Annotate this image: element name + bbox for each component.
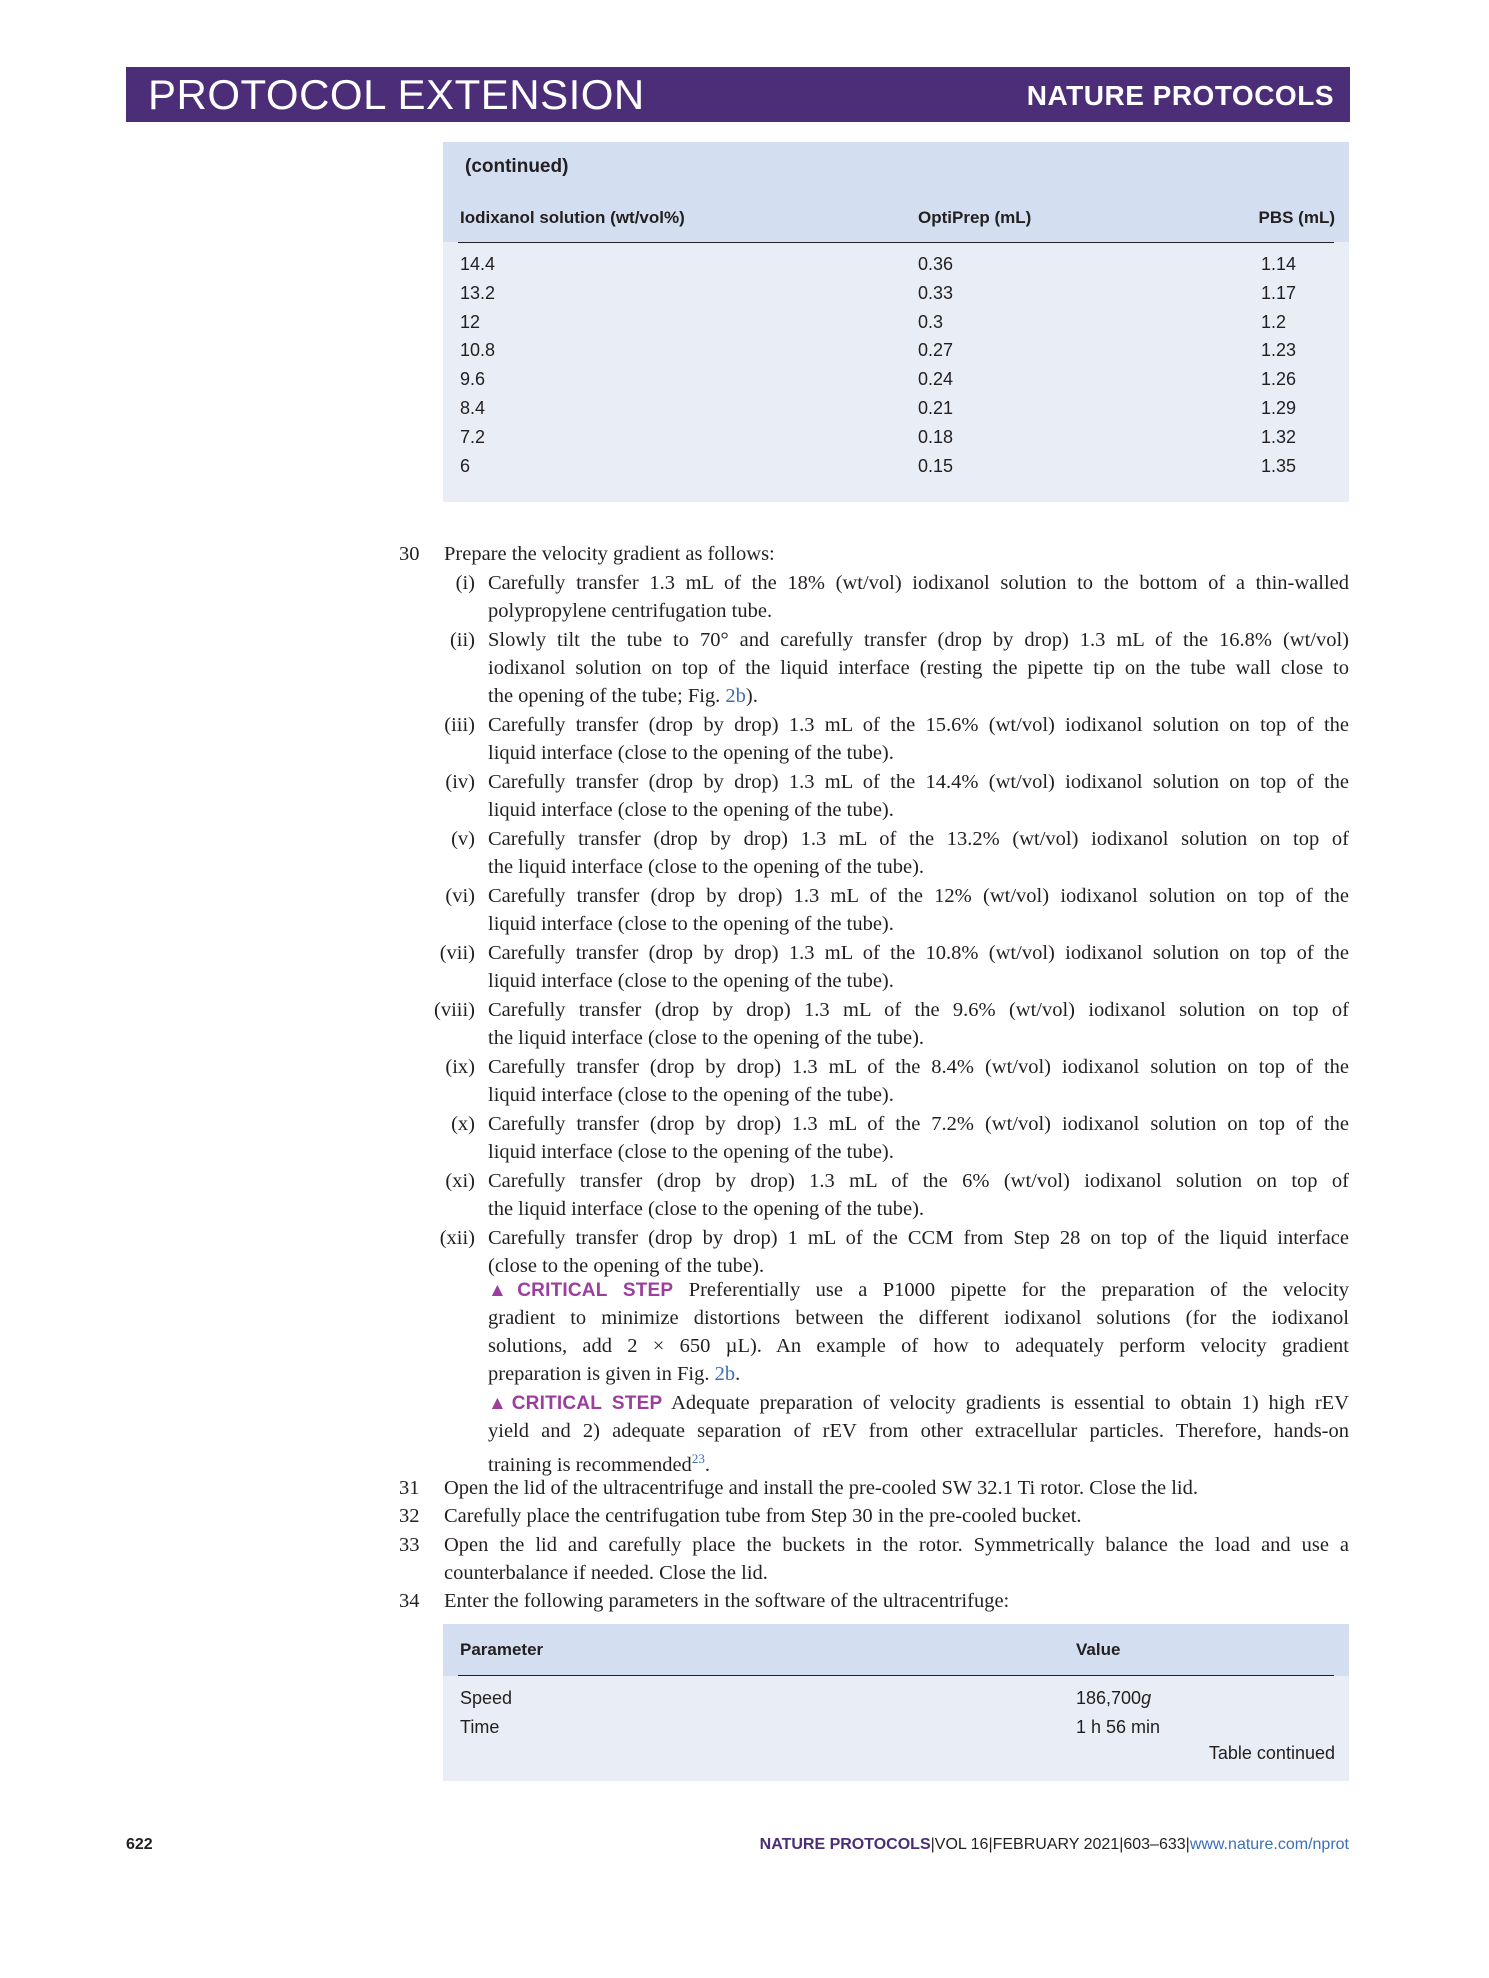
critical-step-text: . — [735, 1363, 741, 1385]
substep-label: (iii) — [444, 713, 475, 736]
table-cell: 1.17 — [1261, 282, 1297, 303]
table-cell: 12 — [460, 311, 481, 332]
cell-value: 1 h 56 min — [1076, 1716, 1161, 1737]
substep-label: (ix) — [445, 1055, 475, 1078]
critical-step-line — [488, 1360, 740, 1388]
step-text: Prepare the velocity gradient as follows: — [444, 543, 775, 565]
substep-text: liquid interface (close to the opening of the tube). — [488, 1084, 894, 1107]
table-cell: 0.27 — [918, 340, 954, 361]
substep-text — [488, 682, 758, 710]
step-text: Carefully place the centrifugation tube from Step 30 in the pre-cooled bucket. — [444, 1505, 1082, 1528]
reference-link[interactable]: 23 — [691, 1451, 705, 1466]
substep-text: the liquid interface (close to the opening of the tube). — [488, 1198, 925, 1221]
substep-text: liquid interface (close to the opening of the tube). — [488, 742, 894, 765]
table-cell: Time — [460, 1716, 500, 1737]
table-cell: 0.36 — [918, 254, 954, 274]
table-cell: 1.2 — [1261, 311, 1287, 332]
critical-step-label: ▲CRITICAL STEP — [488, 1280, 674, 1301]
critical-step-text: Preferentially use a P1000 pipette for the preparation of the velocity — [688, 1279, 1349, 1301]
table-cell: 13.2 — [460, 282, 496, 303]
table-cell — [1076, 1688, 1151, 1709]
footer-separator: | — [930, 1836, 935, 1853]
critical-step-line: solutions, add 2 × 650 µL). An example of how to adequately perform velocity gradient — [488, 1335, 1349, 1357]
footer-url[interactable]: www.nature.com/nprot — [1189, 1836, 1349, 1853]
substep-text: the liquid interface (close to the opening of the tube). — [488, 1027, 925, 1050]
footer-separator: | — [988, 1836, 993, 1853]
substep-label: (vii) — [439, 941, 475, 964]
table-cell: 1.32 — [1261, 426, 1297, 447]
step-number: 34 — [399, 1590, 420, 1613]
footer-date: FEBRUARY 2021 — [992, 1836, 1120, 1853]
critical-step-line: gradient to minimize distortions between the different iodixanol solutions (for the iodixanol — [488, 1307, 1349, 1329]
substep-text: the liquid interface (close to the opening of the tube). — [488, 856, 925, 879]
critical-step-text: preparation is given in Fig. — [488, 1363, 715, 1385]
table-cell: 0.15 — [918, 455, 954, 476]
critical-step-line — [488, 1276, 1349, 1305]
step-text: Open the lid of the ultracentrifuge and install the pre-cooled SW 32.1 Ti rotor. Close the lid. — [444, 1477, 1198, 1499]
figure-link[interactable]: 2b — [725, 685, 746, 708]
table-rule — [458, 1675, 1334, 1676]
substep-label: (iv) — [445, 770, 475, 793]
table-cell: 1.26 — [1261, 369, 1297, 390]
parameter-table — [443, 1624, 1349, 1781]
table-cell: 6 — [460, 455, 471, 476]
substep-text: Carefully transfer (drop by drop) 1.3 mL of the 6% (wt/vol) iodixanol solution on top of — [488, 1169, 1349, 1192]
table-cell: 10.8 — [460, 340, 496, 361]
critical-step-line — [488, 1389, 1349, 1418]
step-text: Enter the following parameters in the software of the ultracentrifuge: — [444, 1590, 1010, 1613]
substep-text: polypropylene centrifugation tube. — [488, 599, 773, 622]
cell-value: 186,700 — [1076, 1688, 1142, 1708]
table-continued-label: (continued) — [465, 156, 569, 177]
critical-step-label: ▲CRITICAL STEP — [488, 1393, 663, 1414]
substep-text: liquid interface (close to the opening of the tube). — [488, 970, 894, 993]
table-cell: 1.23 — [1261, 340, 1297, 361]
substep-label: (ii) — [449, 628, 475, 651]
column-header: Iodixanol solution (wt/vol%) — [460, 208, 685, 227]
table-cell: 9.6 — [460, 369, 486, 390]
page-number: 622 — [126, 1836, 153, 1853]
substep-label: (vi) — [445, 884, 475, 907]
table-continued-note: Table continued — [1208, 1743, 1335, 1763]
critical-step-text: training is recommended — [488, 1453, 692, 1476]
substep-text: liquid interface (close to the opening of the tube). — [488, 799, 894, 822]
table-cell: 1.35 — [1261, 455, 1297, 476]
substep-text: liquid interface (close to the opening of the tube). — [488, 913, 894, 936]
table-cell: 0.21 — [918, 398, 954, 418]
table-cell: 0.18 — [918, 426, 954, 447]
column-header: Parameter — [460, 1640, 544, 1659]
footer-citation — [760, 1836, 1349, 1854]
table-cell: 0.24 — [918, 369, 954, 390]
iodixanol-table — [443, 142, 1349, 502]
journal-title: NATURE PROTOCOLS — [1026, 80, 1334, 111]
column-header: PBS (mL) — [1258, 208, 1335, 227]
footer-journal: NATURE PROTOCOLS — [759, 1836, 931, 1853]
column-header: Value — [1076, 1640, 1121, 1659]
substep-text: Carefully transfer (drop by drop) 1.3 mL of the 15.6% (wt/vol) iodixanol solution on top of the — [488, 713, 1349, 736]
table-cell: 7.2 — [460, 426, 486, 447]
footer-volume: VOL 16 — [934, 1836, 989, 1853]
substep-label: (xi) — [445, 1169, 475, 1192]
substep-label: (viii) — [434, 998, 475, 1021]
substep-text: Carefully transfer (drop by drop) 1.3 mL of the 7.2% (wt/vol) iodixanol solution on top of the — [488, 1112, 1349, 1135]
step-text: Open the lid and carefully place the buckets in the rotor. Symmetrically balance the load and use a — [444, 1533, 1349, 1556]
section-title: PROTOCOL EXTENSION — [148, 71, 645, 118]
footer-separator: | — [1185, 1836, 1190, 1853]
substep-text: Carefully transfer (drop by drop) 1.3 mL of the 14.4% (wt/vol) iodixanol solution on top of the — [488, 770, 1349, 793]
substep-label: (xii) — [439, 1226, 475, 1249]
substep-label: (v) — [451, 827, 475, 850]
substep-text: Carefully transfer (drop by drop) 1.3 mL of the 12% (wt/vol) iodixanol solution on top of the — [488, 884, 1349, 907]
substep-text: liquid interface (close to the opening of the tube). — [488, 1141, 894, 1164]
step-number: 33 — [399, 1533, 420, 1556]
table-cell: 1.14 — [1261, 254, 1297, 274]
table-cell — [1076, 1717, 1160, 1738]
substep-text: Carefully transfer (drop by drop) 1.3 mL of the 10.8% (wt/vol) iodixanol solution on top of the — [488, 941, 1349, 964]
substep-text: Carefully transfer (drop by drop) 1.3 mL of the 13.2% (wt/vol) iodixanol solution on top of — [488, 827, 1349, 850]
step-number: 32 — [399, 1505, 420, 1528]
table-cell: 0.33 — [918, 282, 954, 303]
table-cell: 8.4 — [460, 398, 486, 418]
substep-text: Slowly tilt the tube to 70° and carefully transfer (drop by drop) 1.3 mL of the 16.8% (wt/vol) — [488, 628, 1349, 651]
table-cell: Speed — [460, 1688, 513, 1708]
substep-text-part: the opening of the tube; Fig. — [488, 685, 726, 708]
cell-unit: g — [1141, 1688, 1152, 1708]
footer-separator: | — [1119, 1836, 1124, 1853]
footer-pages: 603–633 — [1123, 1836, 1186, 1853]
substep-text: Carefully transfer 1.3 mL of the 18% (wt/vol) iodixanol solution to the bottom of a thin-walled — [488, 571, 1349, 594]
table-header — [443, 1624, 1349, 1676]
table-cell: 1.29 — [1261, 398, 1297, 418]
substep-label: (x) — [451, 1112, 475, 1135]
table-rule — [458, 242, 1334, 243]
column-header: OptiPrep (mL) — [918, 208, 1032, 227]
substep-text: iodixanol solution on top of the liquid interface (resting the pipette tip on the tube wall close to — [488, 656, 1349, 679]
substep-text: (close to the opening of the tube). — [488, 1255, 765, 1278]
step-number: 31 — [399, 1477, 420, 1499]
substep-text: Carefully transfer (drop by drop) 1 mL of the CCM from Step 28 on top of the liquid interface — [488, 1226, 1349, 1249]
table-cell: 0.3 — [918, 311, 944, 332]
step-text: counterbalance if needed. Close the lid. — [444, 1561, 768, 1584]
critical-step-line: yield and 2) adequate separation of rEV from other extracellular particles. Therefore, hands-on — [488, 1420, 1349, 1442]
critical-step-text: . — [704, 1453, 710, 1476]
substep-label: (i) — [455, 571, 475, 594]
substep-text: Carefully transfer (drop by drop) 1.3 mL of the 9.6% (wt/vol) iodixanol solution on top of — [488, 998, 1349, 1021]
header-banner — [126, 67, 1350, 122]
step-number: 30 — [399, 543, 420, 565]
critical-step-text: Adequate preparation of velocity gradients is essential to obtain 1) high rEV — [671, 1392, 1349, 1414]
substep-text: Carefully transfer (drop by drop) 1.3 mL of the 8.4% (wt/vol) iodixanol solution on top of the — [488, 1055, 1349, 1078]
table-cell: 14.4 — [460, 254, 496, 274]
figure-link[interactable]: 2b — [714, 1363, 736, 1385]
substep-text-part: ). — [745, 685, 758, 708]
